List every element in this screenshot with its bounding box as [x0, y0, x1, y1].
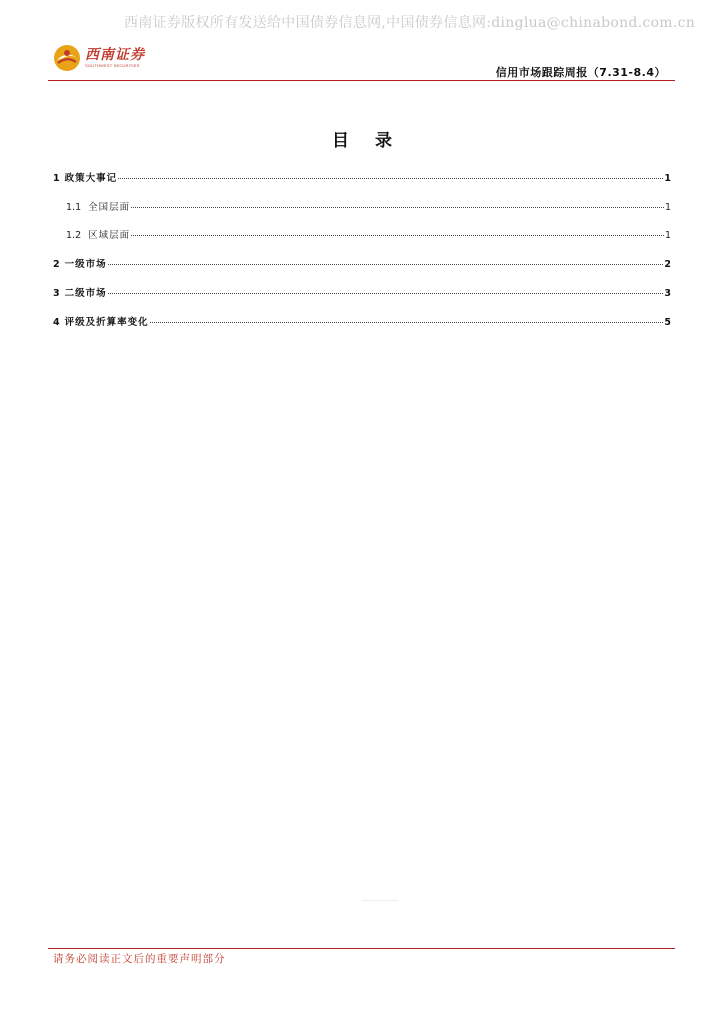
toc-entry-page: 1: [664, 202, 671, 213]
toc-entry-title: 评级及折算率变化: [64, 317, 149, 328]
logo-chinese-name: 西南证券: [85, 47, 145, 63]
toc-entry-number: 1.1: [66, 202, 82, 213]
toc-entry-1-2[interactable]: [53, 227, 671, 241]
toc-entry-4[interactable]: [53, 314, 671, 328]
toc-entry-number: 1: [53, 173, 60, 184]
toc-entry-page: 5: [664, 317, 671, 328]
toc-entry-title: 政策大事记: [64, 173, 118, 184]
toc-entry-title: 全国层面: [88, 202, 131, 213]
toc-entry-1-1[interactable]: [53, 199, 671, 213]
toc-entry-page: 1: [664, 230, 671, 241]
toc-entry-title: 二级市场: [64, 288, 107, 299]
header-divider: [48, 80, 675, 81]
toc-entry-number: 4: [53, 317, 60, 328]
logo-emblem-icon: [53, 44, 81, 72]
toc-leader-dots: [131, 207, 664, 208]
toc-entry-number: 1.2: [66, 230, 82, 241]
toc-entry-number: 3: [53, 288, 60, 299]
toc-entry-page: 2: [664, 259, 671, 270]
toc-entry-2[interactable]: [53, 256, 671, 270]
toc-leader-dots: [150, 322, 664, 323]
logo-english-name: SOUTHWEST SECURITIES: [85, 63, 140, 68]
watermark: 西南证券版权所有发送给中国债券信息网,中国债券信息网:dinglua@chinabond.com.cn: [124, 15, 696, 31]
company-logo: [53, 44, 145, 72]
toc-leader-dots: [108, 293, 664, 294]
toc-entry-page: 1: [664, 173, 671, 184]
toc-leader-dots: [118, 178, 663, 179]
toc-entry-page: 3: [664, 288, 671, 299]
footer-divider: [48, 948, 675, 949]
toc-heading: 目 录: [332, 131, 402, 151]
footer-disclaimer: 请务必阅读正文后的重要声明部分: [53, 953, 226, 965]
table-of-contents: [53, 170, 671, 328]
toc-entry-title: 一级市场: [64, 259, 107, 270]
report-title: 信用市场跟踪周报（7.31-8.4）: [495, 66, 666, 79]
toc-leader-dots: [108, 264, 664, 265]
toc-leader-dots: [131, 235, 664, 236]
toc-entry-title: 区域层面: [88, 230, 131, 241]
toc-entry-number: 2: [53, 259, 60, 270]
faint-artifact: [362, 900, 398, 901]
toc-entry-1[interactable]: [53, 170, 671, 184]
toc-entry-3[interactable]: [53, 285, 671, 299]
